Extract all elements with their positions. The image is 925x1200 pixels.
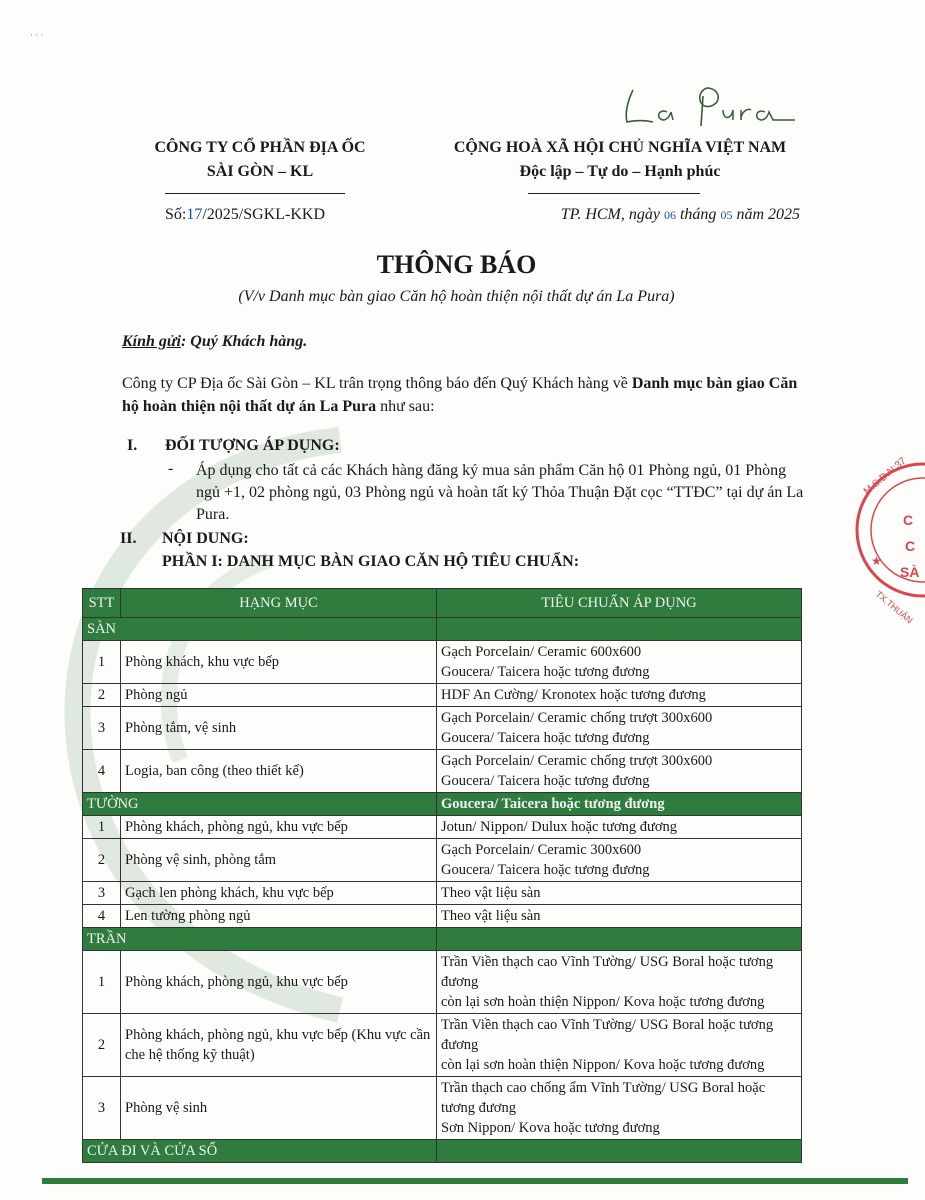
svg-text:C: C [903, 512, 914, 528]
table-row: 2 Phòng khách, phòng ngủ, khu vực bếp (Khu vực cần che hệ thống kỹ thuật) Trần Viền thạch cao Vĩnh Tường/ USG Boral hoặc tương đương còn lại sơn hoàn thiện Nippon/ Kova hoặc tương đương [83, 1014, 802, 1077]
table-row: 3 Gạch len phòng khách, khu vực bếp Theo vật liệu sàn [83, 882, 802, 905]
table-row: 2 Phòng ngủ HDF An Cường/ Kronotex hoặc tương đương [83, 684, 802, 707]
svg-text:M.S.D.N:37: M.S.D.N:37 [861, 455, 909, 498]
svg-text:★: ★ [871, 554, 882, 568]
section1-text: Áp dụng cho tất cả các Khách hàng đăng ký mua sản phẩm Căn hộ 01 Phòng ngủ, 01 Phòng ngủ +1, 02 phòng ngủ, 03 Phòng ngủ và hoàn tất ký Thỏa Thuận Đặt cọc “TTĐC” tại dự án La Pura. [196, 462, 804, 523]
section-row-tran: TRẦN [83, 928, 802, 951]
table-row: 3 Phòng vệ sinh Trần thạch cao chống ẩm Vĩnh Tường/ USG Boral hoặc tương đương Sơn Nippon/ Kova hoặc tương đương [83, 1077, 802, 1140]
header-item: HẠNG MỤC [121, 589, 437, 618]
section2-heading: NỘI DUNG: [162, 530, 249, 547]
bullet-dash: - [168, 460, 174, 477]
company-name-line2: SÀI GÒN – KL [206, 163, 314, 180]
section1-roman: I. [127, 437, 138, 454]
section-row-cua: CỬA ĐI VÀ CỬA SỔ [83, 1140, 802, 1163]
handover-spec-table [82, 588, 802, 1163]
header-stt: STT [83, 589, 121, 618]
nation-line1: CỘNG HOÀ XÃ HỘI CHỦ NGHĨA VIỆT NAM [453, 139, 787, 156]
document-title: THÔNG BÁO [376, 250, 537, 279]
part1-heading: PHẦN I: DANH MỤC BÀN GIAO CĂN HỘ TIÊU CHUẨN: [162, 553, 580, 570]
handwritten-month: 05 [720, 208, 733, 222]
document-date: TP. HCM, ngày 06 tháng 05 năm 2025 [560, 206, 800, 223]
table-row: 4 Logia, ban công (theo thiết kế) Gạch Porcelain/ Ceramic chống trượt 300x600 Goucera/ Taicera hoặc tương đương [83, 750, 802, 793]
nation-motto: Độc lập – Tự do – Hạnh phúc [519, 163, 721, 180]
table-header-row [83, 589, 802, 618]
svg-text:C: C [905, 538, 916, 554]
table-row: 2 Phòng vệ sinh, phòng tắm Gạch Porcelain/ Ceramic 300x600 Goucera/ Taicera hoặc tương đương [83, 839, 802, 882]
company-seal [845, 455, 925, 626]
intro-paragraph: Công ty CP Địa ốc Sài Gòn – KL trân trọng thông báo đến Quý Khách hàng về Danh mục bàn giao Căn hộ hoàn thiện nội thất dự án La Pura như sau: [122, 375, 798, 415]
section-row-san: SÀN [83, 618, 802, 641]
header-standard: TIÊU CHUẨN ÁP DỤNG [437, 589, 802, 618]
svg-text:SÀ: SÀ [900, 564, 920, 580]
table-row: 1 Phòng khách, khu vực bếp Gạch Porcelain/ Ceramic 600x600 Goucera/ Taicera hoặc tương đương [83, 641, 802, 684]
document-number: Số:17/2025/SGKL-KKD [165, 206, 326, 223]
greeting: Kính gửi: Quý Khách hàng. [122, 333, 308, 350]
document-subtitle: (V/v Danh mục bàn giao Căn hộ hoàn thiện nội thất dự án La Pura) [238, 288, 675, 305]
handwritten-number: 17 [186, 206, 203, 223]
section2-roman: II. [120, 530, 137, 547]
company-header [110, 136, 410, 184]
scan-marks: · · · [30, 30, 44, 40]
footer-bar [42, 1178, 908, 1184]
section-row-tuong: TƯỜNG Goucera/ Taicera hoặc tương đương [83, 793, 802, 816]
table-row: 3 Phòng tắm, vệ sinh Gạch Porcelain/ Ceramic chống trượt 300x600 Goucera/ Taicera hoặc tương đương [83, 707, 802, 750]
la-pura-logo [615, 82, 800, 130]
handwritten-day: 06 [663, 208, 676, 222]
table-row: 1 Phòng khách, phòng ngủ, khu vực bếp Jotun/ Nippon/ Dulux hoặc tương đương [83, 816, 802, 839]
section1-heading: ĐỐI TƯỢNG ÁP DỤNG: [165, 437, 340, 454]
table-row: 1 Phòng khách, phòng ngủ, khu vực bếp Trần Viền thạch cao Vĩnh Tường/ USG Boral hoặc tương đương còn lại sơn hoàn thiện Nippon/ Kova hoặc tương đương [83, 951, 802, 1014]
header-left-rule [165, 193, 345, 194]
table-row: 4 Len tường phòng ngủ Theo vật liệu sàn [83, 905, 802, 928]
company-name-line1: CÔNG TY CỔ PHẦN ĐỊA ỐC [154, 139, 366, 156]
svg-text:TX.THUẬN: TX.THUẬN [873, 588, 915, 626]
header-right-rule [528, 193, 700, 194]
nation-header [415, 136, 825, 184]
